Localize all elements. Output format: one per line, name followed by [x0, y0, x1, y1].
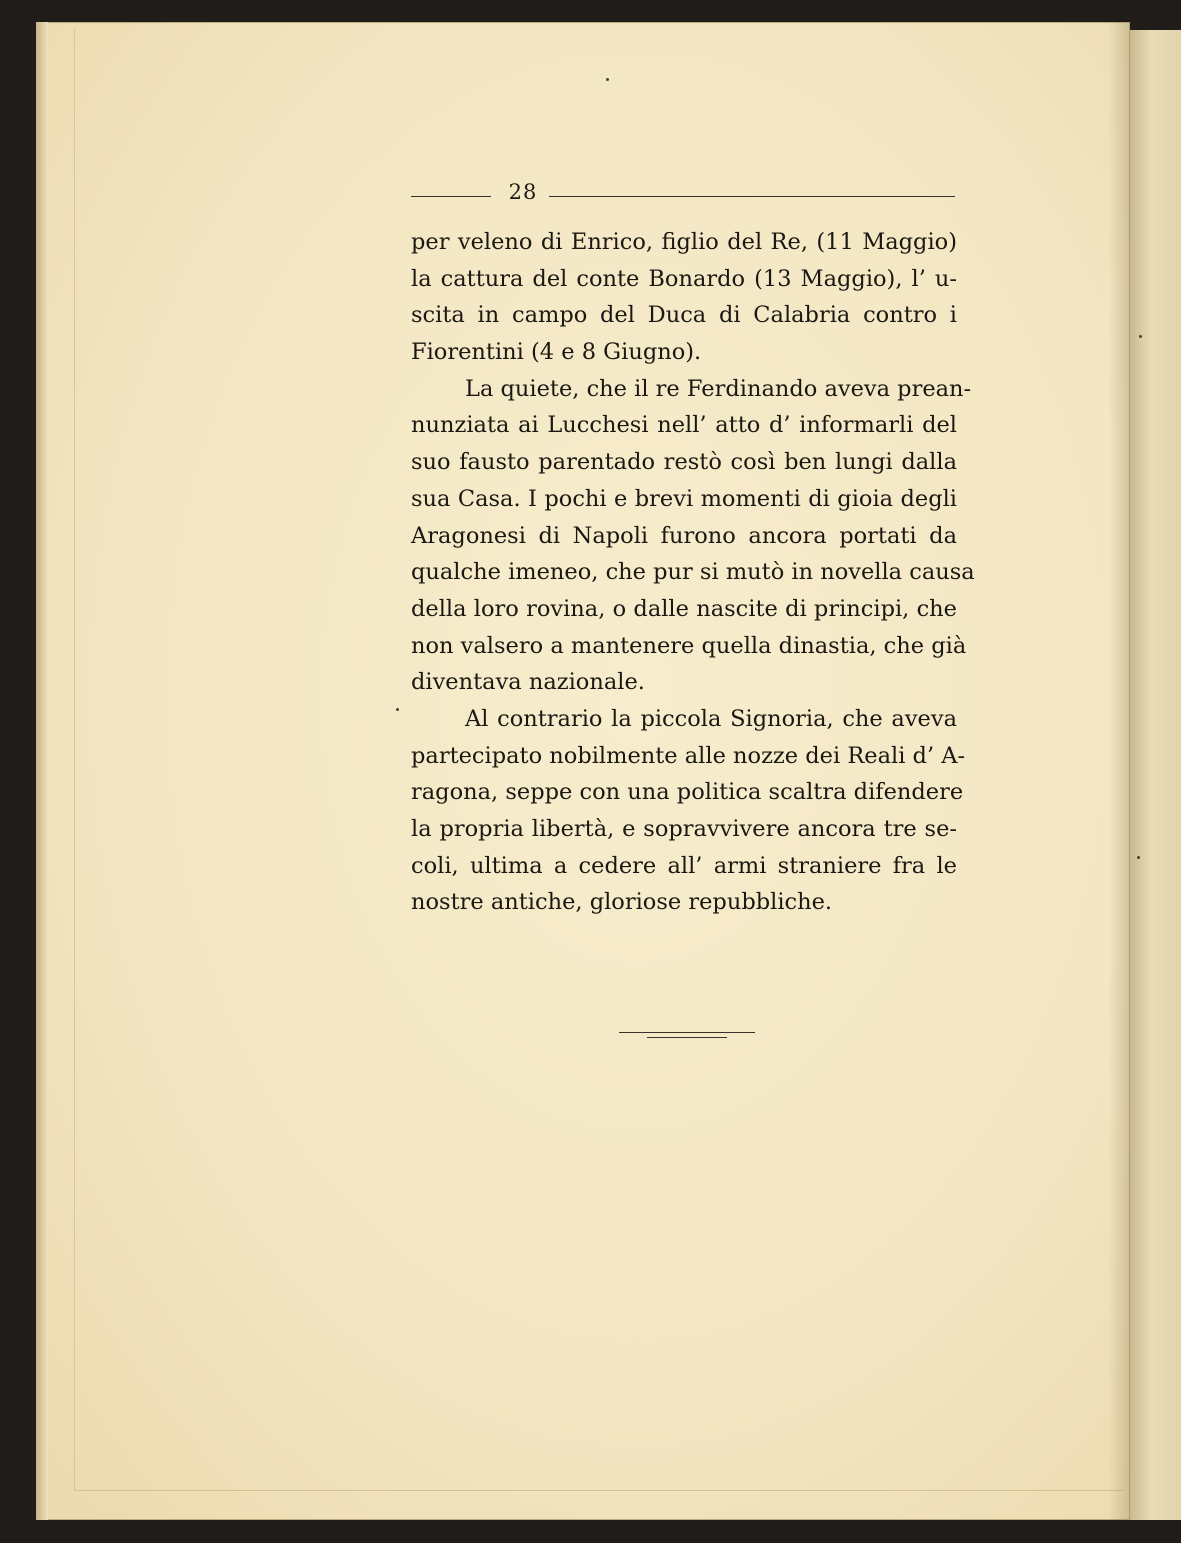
page-left-edge [36, 22, 48, 1520]
gutter-shadow [1108, 22, 1130, 1520]
end-ornament [619, 1030, 755, 1042]
body-text [411, 224, 975, 921]
text-line: qualche imeneo, che pur si mutò in novella causa [411, 559, 975, 586]
text-line: della loro rovina, o dalle nascite di principi, che [411, 595, 957, 622]
text-line: partecipato nobilmente alle nozze dei Reali d’ A- [411, 742, 966, 769]
page-header [411, 176, 957, 216]
text-line: Al contrario la piccola Signoria, che aveva [465, 705, 957, 732]
text-line: Fiorentini (4 e 8 Giugno). [411, 339, 702, 366]
text-line: nostre antiche, gloriose repubbliche. [411, 889, 833, 916]
ornament-rule-top [619, 1032, 755, 1033]
text-line: diventava nazionale. [411, 669, 645, 696]
text-line: suo fausto parentado restò così ben lungi dalla [411, 449, 957, 476]
text-line: coli, ultima a cedere all’ armi straniere fra le [411, 852, 957, 879]
text-line: sua Casa. I pochi e brevi momenti di gioia degli [411, 485, 957, 512]
text-line: non valsero a mantenere quella dinastia, che già [411, 632, 967, 659]
text-line: scita in campo del Duca di Calabria contro i [411, 302, 957, 329]
text-line: nunziata ai Lucchesi nell’ atto d’ informarli del [411, 412, 957, 439]
header-rule-right [549, 196, 955, 197]
text-line: La quiete, che il re Ferdinando aveva prean- [465, 375, 972, 402]
header-rule-left [411, 196, 491, 197]
text-line: ragona, seppe con una politica scaltra difendere [411, 779, 964, 806]
text-line: per veleno di Enrico, figlio del Re, (11 Maggio) [411, 229, 957, 255]
next-page-edge [1128, 30, 1181, 1520]
paper-speck [1139, 335, 1142, 338]
paper-speck [396, 708, 399, 711]
text-line: la propria libertà, e sopravvivere ancora tre se- [411, 816, 957, 842]
paper-speck [1137, 856, 1140, 859]
page-number: 28 [508, 180, 538, 204]
ornament-rule-bottom [647, 1037, 727, 1038]
text-line: Aragonesi di Napoli furono ancora portati da [411, 522, 957, 549]
paper-speck [606, 78, 609, 81]
text-line: la cattura del conte Bonardo (13 Maggio), l’ u- [411, 265, 957, 292]
